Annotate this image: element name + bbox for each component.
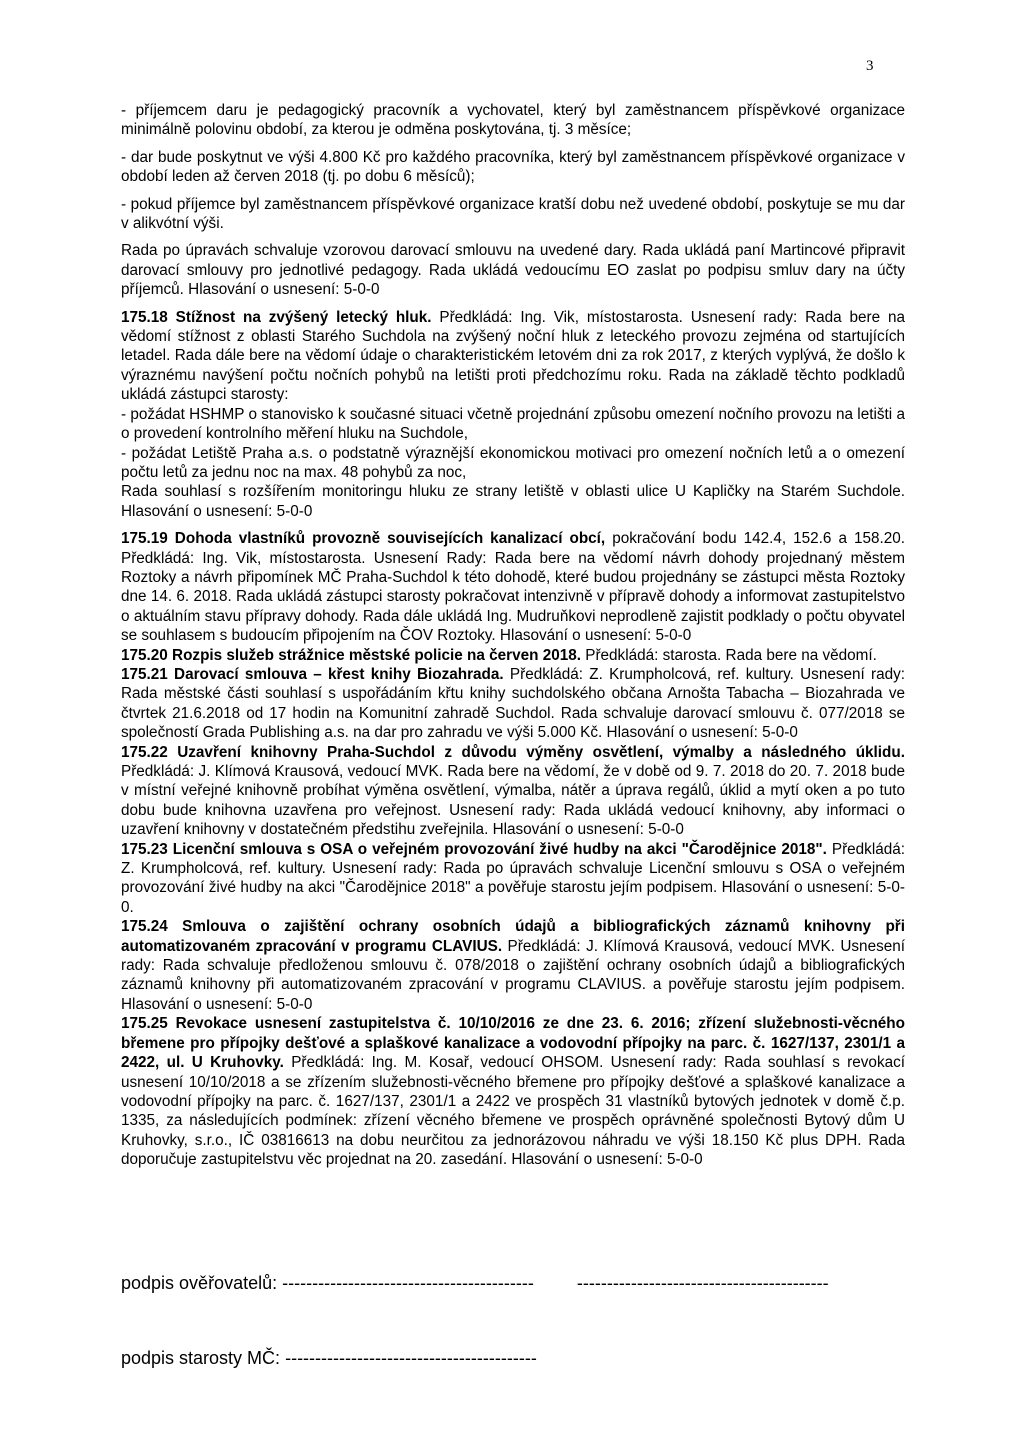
section-body: Předkládá: Z. Krumpholcová, ref. kultury. Usnesení rady: Rada po úpravách schvaluje Licenční smlouvu s OSA o veřejném provozování živé hudby na akci "Čarodějnice 2018" a pověřuje starostu jejím podpisem. Hlasování o usnesení: 5-0-0. (121, 840, 906, 916)
section-body: pokračování bodu 142.4, 152.6 a 158.20. Předkládá: Ing. Vik, místostarosta. Usnesení Rady: Rada bere na vědomí návrh dohody projednaný městem Roztoky a návrh připomínek MČ Praha-Suchdol k této dohodě, které budou projednány se zástupci města Roztoky dne 14. 6. 2018. Rada ukládá zástupci starosty pokračovat intenzivně v přípravě dohody a informovat zastupitelstvo o aktuálním stavu přípravy dohody. Rada dále ukládá Ing. Mudruňkovi neprodleně zajistit podklady o počtu obyvatel se souhlasem s budoucím připojením na ČOV Roztoky. Hlasování o usnesení: 5-0-0 (121, 530, 906, 645)
section-heading: 175.18 Stížnost na zvýšený letecký hluk. (121, 308, 432, 326)
section-175-22 (121, 743, 905, 840)
verifiers-signature-line-1: ------------------------------------------ (282, 1273, 534, 1293)
section-closing: Rada souhlasí s rozšířením monitoringu hluku ze strany letiště v oblasti ulice U Kapličky na Starém Suchdole. Hlasování o usnesení: 5-0-0 (121, 483, 905, 520)
section-175-25 (121, 1014, 905, 1169)
section-175-23 (121, 840, 905, 918)
section-heading: 175.25 Revokace usnesení zastupitelstva č. 10/10/2016 ze dne 23. 6. 2016; zřízení služebnosti-věcného břemene pro přípojky dešťové a splaškové kanalizace a vodovodní přípojky na parc. č. 1627/137, 2301/1 a 2422, ul. U Kruhovky. (121, 1015, 905, 1072)
section-175-18 (121, 308, 905, 405)
section-body: Předkládá: J. Klímová Krausová, vedoucí MVK. Rada bere na vědomí, že v době od 9. 7. 2018 do 20. 7. 2018 bude v místní veřejné knihovně probíhat výměna osvětlení, výmalba, nátěr a úprava regálů, úklid a mytí oken a po tuto dobu bude knihovna uzavřena pro veřejnost. Usnesení rady: Rada ukládá vedoucí knihovny, aby informaci o uzavření knihovny v dostatečném předstihu zveřejnila. Hlasování o usnesení: 5-0-0 (121, 763, 905, 839)
section-175-19 (121, 529, 905, 645)
mayor-signature-block (121, 1348, 537, 1369)
section-heading: 175.23 Licenční smlouva s OSA o veřejném provozování živé hudby na akci "Čarodějnice 2018". (121, 840, 827, 858)
section-body: Předkládá: starosta. Rada bere na vědomí. (581, 646, 877, 664)
list-item: - požádat HSHMP o stanovisko k současné situaci včetně projednání způsobu omezení nočního provozu na letišti a o provedení kontrolního měření hluku na Suchdole, (121, 405, 905, 443)
section-body: Předkládá: J. Klímová Krausová, vedoucí MVK. Usnesení rady: Rada schvaluje předloženou smlouvu č. 078/2018 o zajištění ochrany osobních údajů a bibliografických záznamů knihovny při automatizovaném zpracování v programu CLAVIUS. a pověřuje starostu jejím podpisem. Hlasování o usnesení: 5-0-0 (121, 937, 905, 1013)
page-number: 3 (866, 58, 874, 74)
section-heading: 175.19 Dohoda vlastníků provozně souvisejících kanalizací obcí, (121, 530, 606, 548)
section-body: Předkládá: Z. Krumpholcová, ref. kultury. Usnesení rady: Rada městské části souhlasí s uspořádáním křtu knihy suchdolského občana Arnošta Tabacha – Biozahrada ve čtvrtek 21.6.2018 od 17 hodin na Komunitní zahradě Suchdol. Rada schvaluje darovací smlouvu č. 077/2018 se společností Grada Publishing a.s. na dar pro zahradu ve výši 5.000 Kč. Hlasování o usnesení: 5-0-0 (121, 665, 906, 742)
section-body: Předkládá: Ing. M. Kosař, vedoucí OHSOM. Usnesení rady: Rada souhlasí s revokací usnesení 10/10/2018 a se zřízením služebnosti-věcného břemene pro přípojky dešťové a splaškové kanalizace a vodovodní přípojky na parc. č. 1627/137, 2301/1 a 2422 ve prospěch 31 vlastníků bytových jednotek v domě č.p. 1335, za následujících podmínek: zřízení věcného břemene ve prospěch oprávněné společnosti Bytový dům U Kruhovky, s.r.o., IČ 03816613 na dobu neurčitou za jednorázovou náhradu ve výši 18.150 Kč plus DPH. Rada doporučuje zastupitelstvu věc projednat na 20. zasedání. Hlasování o usnesení: 5-0-0 (121, 1054, 905, 1169)
mayor-signature-line: ------------------------------------------ (285, 1348, 537, 1368)
verifiers-signature-block (121, 1273, 829, 1294)
section-175-24 (121, 917, 905, 1014)
section-175-21 (121, 665, 905, 743)
verifiers-signature-label: podpis ověřovatelů: (121, 1273, 278, 1293)
verifiers-signature-line-2: ------------------------------------------ (576, 1273, 829, 1293)
section-heading: 175.22 Uzavření knihovny Praha-Suchdol z důvodu výměny osvětlení, výmalby a následného úklidu. (121, 743, 905, 761)
mayor-signature-label: podpis starosty MČ: (121, 1348, 281, 1368)
section-heading: 175.24 Smlouva o zajištění ochrany osobních údajů a bibliografických záznamů knihovny při automatizovaném zpracování v programu CLAVIUS. (121, 918, 905, 955)
paragraph-gift-amount: - dar bude poskytnut ve výši 4.800 Kč pro každého pracovníka, který byl zaměstnancem příspěvkové organizace v období leden až červen 2018 (tj. po dobu 6 měsíců); (121, 148, 905, 186)
section-heading: 175.20 Rozpis služeb strážnice městské policie na červen 2018. (121, 646, 581, 664)
paragraph-proportional-gift: - pokud příjemce byl zaměstnancem příspěvkové organizace kratší dobu než uvedené období, poskytuje se mu dar v alikvótní výši. (121, 195, 905, 233)
section-heading: 175.21 Darovací smlouva – křest knihy Biozahrada. (121, 665, 504, 683)
section-body: Předkládá: Ing. Vik, místostarosta. Usnesení rady: Rada bere na vědomí stížnost z oblasti Starého Suchdola na zvýšený noční hluk z leteckého provozu zejména od startujících letadel. Rada dále bere na vědomí údaje o charakteristickém letovém dni za rok 2017, z kterých vyplývá, že došlo k výraznému navýšení počtu nočních pohybů na letišti proti předchozímu roku. Rada na základě těchto podkladů ukládá zástupci starosty: (121, 308, 905, 404)
section-175-20 (121, 646, 905, 665)
document-body (121, 101, 905, 1170)
list-item: - požádat Letiště Praha a.s. o podstatně výraznější ekonomickou motivaci pro omezení nočních letů a o omezení počtu letů za jednu noc na max. 48 pohybů za noc, (121, 444, 905, 481)
paragraph-resolution: Rada po úpravách schvaluje vzorovou darovací smlouvu na uvedené dary. Rada ukládá paní Martincové připravit darovací smlouvy pro jednotlivé pedagogy. Rada ukládá vedoucímu EO zaslat po podpisu smluv dary na účty příjemců. Hlasování o usnesení: 5-0-0 (121, 242, 905, 299)
paragraph-recipient-condition: - příjemcem daru je pedagogický pracovník a vychovatel, který byl zaměstnancem příspěvkové organizace minimálně polovinu období, za kterou je odměna poskytována, tj. 3 měsíce; (121, 102, 905, 139)
